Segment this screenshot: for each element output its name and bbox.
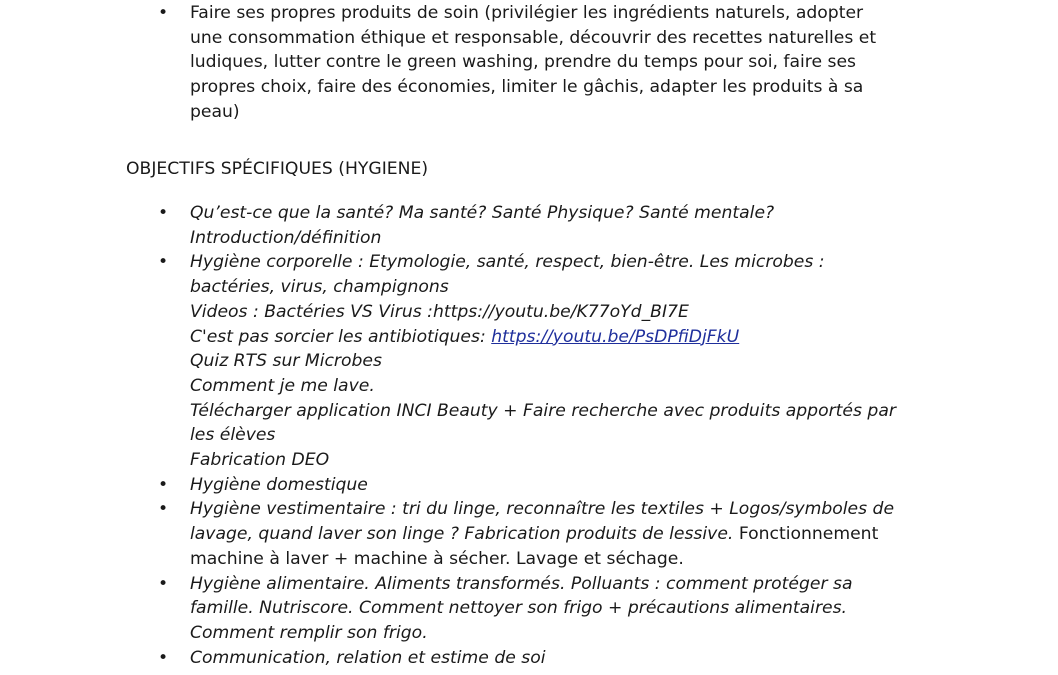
bullet-icon: • bbox=[158, 252, 169, 273]
general-objectives-list bbox=[0, 1, 930, 125]
list-item-line: peau) bbox=[190, 101, 240, 122]
section-heading: OBJECTIFS SPÉCIFIQUES (HYGIENE) bbox=[126, 159, 429, 179]
list-item-line: Faire ses propres produits de soin (privilégier les ingrédients naturels, adopter bbox=[190, 3, 864, 23]
list-item bbox=[0, 1, 930, 125]
list-item-line: Hygiène corporelle : Etymologie, santé, respect, bien-être. Les microbes : bbox=[190, 252, 825, 273]
bullet-icon: • bbox=[158, 474, 169, 495]
list-item-line: Fabrication DEO bbox=[190, 450, 330, 471]
bullet-icon: • bbox=[158, 647, 169, 668]
list-item-line: propres choix, faire des économies, limiter le gâchis, adapter les produits à sa bbox=[190, 77, 864, 98]
list-item-hygiene-domestique bbox=[0, 473, 930, 498]
list-item-sante bbox=[0, 201, 930, 250]
bullet-icon: • bbox=[158, 499, 169, 520]
bullet-icon: • bbox=[158, 573, 169, 594]
list-item-hygiene-alimentaire bbox=[0, 572, 930, 646]
list-item-line: Hygiène vestimentaire : tri du linge, reconnaître les textiles + Logos/symboles de bbox=[190, 499, 895, 520]
list-item-hygiene-corporelle bbox=[0, 250, 930, 472]
list-item-line: machine à laver + machine à sécher. Lavage et séchage. bbox=[190, 548, 684, 569]
list-item-line: ludiques, lutter contre le green washing, prendre du temps pour soi, faire ses bbox=[190, 52, 856, 73]
list-item-line: Hygiène domestique bbox=[190, 474, 368, 495]
list-item-line: Comment remplir son frigo. bbox=[190, 622, 428, 643]
list-item-line: les élèves bbox=[190, 425, 276, 446]
list-item-line: Comment je me lave. bbox=[190, 375, 375, 396]
list-item-line: Introduction/définition bbox=[190, 227, 382, 248]
list-item-line: Communication, relation et estime de soi bbox=[190, 647, 546, 668]
sorcier-video-link[interactable]: https://youtu.be/PsDPfiDjFkU bbox=[491, 326, 740, 347]
list-item-line: Télécharger application INCI Beauty + Faire recherche avec produits apportés par bbox=[190, 400, 896, 421]
video-line: Videos : Bactéries VS Virus :https://youtu.be/K77oYd_BI7E bbox=[190, 301, 689, 322]
list-item-text-italic: lavage, quand laver son linge ? Fabrication produits de lessive. bbox=[190, 524, 734, 545]
bullet-icon: • bbox=[158, 3, 169, 23]
list-item-hygiene-vestimentaire bbox=[0, 497, 930, 571]
sorcier-label: C'est pas sorcier les antibiotiques: bbox=[190, 326, 492, 347]
list-item-line: une consommation éthique et responsable, découvrir des recettes naturelles et bbox=[190, 27, 877, 48]
list-item-line: Hygiène alimentaire. Aliments transformés. Polluants : comment protéger sa bbox=[190, 573, 853, 594]
list-item-line bbox=[190, 522, 930, 547]
bullet-icon: • bbox=[158, 203, 169, 223]
list-item-communication bbox=[0, 646, 930, 671]
list-item-line: famille. Nutriscore. Comment nettoyer son frigo + précautions alimentaires. bbox=[190, 598, 848, 619]
list-item-line: bactéries, virus, champignons bbox=[190, 277, 449, 298]
list-item-text: Fonctionnement bbox=[733, 524, 879, 545]
list-item-line: Quiz RTS sur Microbes bbox=[190, 351, 382, 372]
list-item-line: Qu’est-ce que la santé? Ma santé? Santé Physique? Santé mentale? bbox=[190, 203, 775, 223]
sorcier-line bbox=[190, 325, 930, 350]
specific-objectives-list bbox=[0, 201, 930, 670]
